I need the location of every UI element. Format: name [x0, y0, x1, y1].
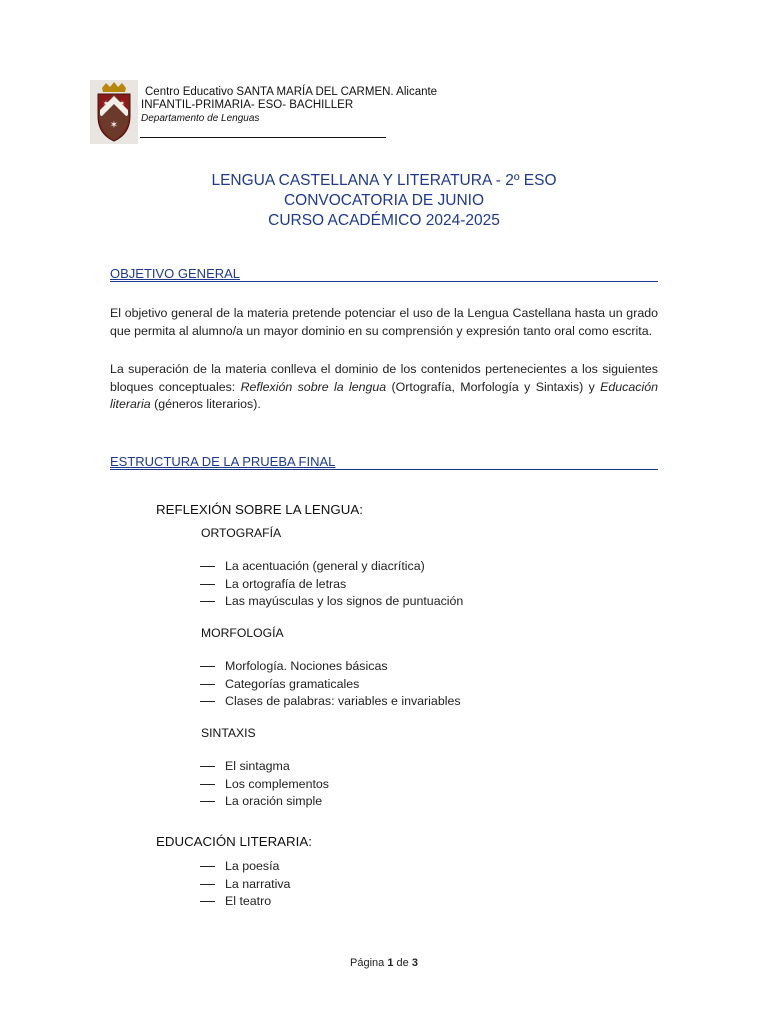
dash-icon	[200, 884, 215, 885]
dash-icon	[200, 684, 215, 685]
list-item: Los complementos	[200, 776, 329, 794]
list-item: La acentuación (general y diacrítica)	[200, 558, 463, 576]
svg-text:✶: ✶	[102, 99, 110, 108]
dash-icon	[200, 584, 215, 585]
dash-icon	[200, 866, 215, 867]
title-line-3: CURSO ACADÉMICO 2024-2025	[268, 212, 500, 229]
dash-icon	[200, 766, 215, 767]
dash-icon	[200, 701, 215, 702]
school-levels: INFANTIL-PRIMARIA- ESO- BACHILLER	[141, 99, 354, 111]
title-line-1: LENGUA CASTELLANA Y LITERATURA - 2º ESO	[211, 172, 557, 189]
sintaxis-heading: SINTAXIS	[201, 726, 256, 740]
svg-text:✶: ✶	[109, 120, 119, 131]
title-line-2: CONVOCATORIA DE JUNIO	[283, 192, 485, 209]
page-number: 1	[387, 957, 394, 969]
dash-icon	[200, 566, 215, 567]
dash-icon	[200, 901, 215, 902]
document-titles	[0, 171, 768, 231]
school-crest-icon	[90, 80, 138, 144]
dash-icon	[200, 784, 215, 785]
department-name: Departamento de Lenguas	[141, 113, 260, 124]
list-item: La narrativa	[200, 876, 290, 894]
ortografia-heading: ORTOGRAFÍA	[201, 526, 282, 540]
list-item: El teatro	[200, 893, 290, 911]
page-total: 3	[411, 957, 418, 969]
dash-icon	[200, 601, 215, 602]
list-item: La ortografía de letras	[200, 576, 463, 594]
list-item: Las mayúsculas y los signos de puntuación	[200, 593, 463, 611]
list-item: Morfología. Nociones básicas	[200, 658, 461, 676]
sintaxis-list	[200, 758, 329, 811]
list-item: Categorías gramaticales	[200, 676, 461, 694]
dash-icon	[200, 666, 215, 667]
header-divider	[140, 137, 386, 138]
objective-paragraph-1: El objetivo general de la materia pretende potenciar el uso de la Lengua Castellana hasta un grado que permita al alumno/a un mayor dominio en su comprensión y expresión tanto oral como escrita.	[110, 306, 658, 338]
page-footer: Página 1 de 3	[350, 957, 418, 969]
dash-icon	[200, 801, 215, 802]
list-item: Clases de palabras: variables e invariables	[200, 693, 461, 711]
school-header	[141, 86, 437, 125]
school-name: Centro Educativo SANTA MARÍA DEL CARMEN. Alicante	[145, 86, 438, 98]
list-item: El sintagma	[200, 758, 329, 776]
list-item: La oración simple	[200, 793, 329, 811]
block-literaria-heading: EDUCACIÓN LITERARIA:	[156, 834, 312, 849]
objective-heading: OBJETIVO GENERAL	[110, 266, 658, 282]
svg-text:✶: ✶	[118, 99, 126, 108]
literaria-list	[200, 858, 290, 911]
objective-paragraph-2: La superación de la materia conlleva el dominio de los contenidos pertenecientes a los siguientes bloques conceptuales: Reflexión sobre la lengua (Ortografía, Morfología y Sintaxis) y Educación literaria (géneros literarios).	[110, 362, 659, 411]
structure-heading: ESTRUCTURA DE LA PRUEBA FINAL	[110, 454, 658, 470]
morfologia-heading: MORFOLOGÍA	[201, 626, 284, 640]
morfologia-list	[200, 658, 461, 711]
block-reflexion-heading: REFLEXIÓN SOBRE LA LENGUA:	[156, 502, 363, 517]
ortografia-list	[200, 558, 463, 611]
list-item: La poesía	[200, 858, 290, 876]
